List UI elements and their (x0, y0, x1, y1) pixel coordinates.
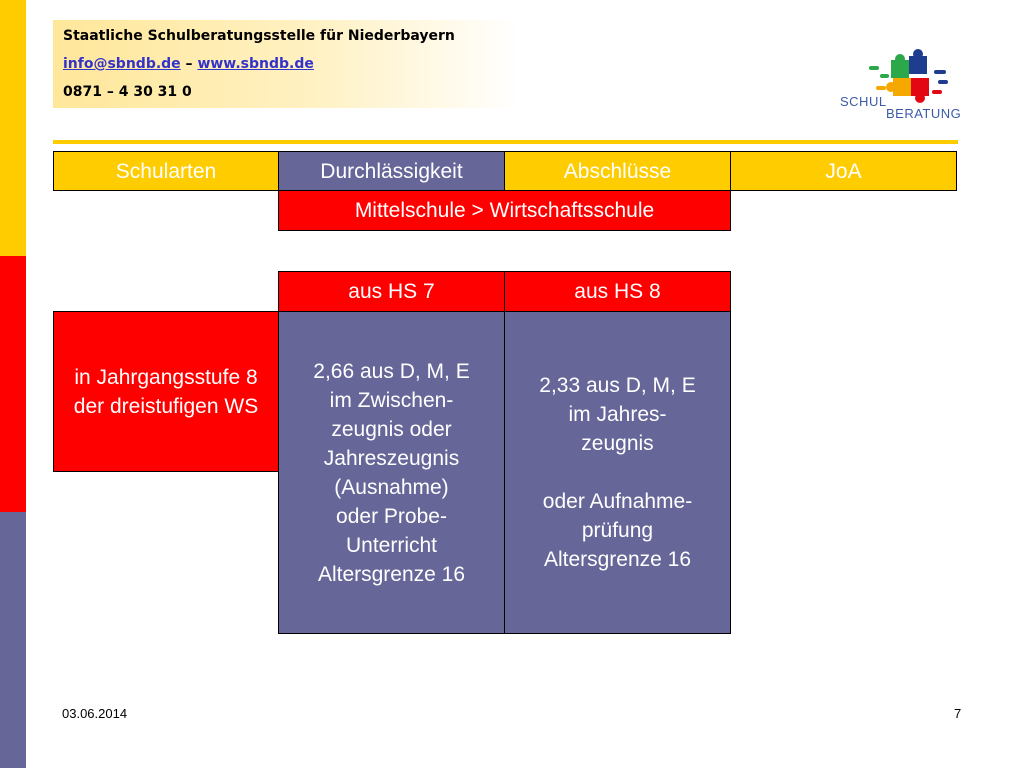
tab-joa[interactable]: JoA (730, 151, 957, 191)
contact-header (53, 20, 521, 108)
page-number: 7 (954, 706, 962, 721)
footer-date: 03.06.2014 (62, 706, 128, 721)
link-separator: – (180, 56, 198, 72)
sidebar-strip-red (0, 256, 26, 512)
header-divider (53, 140, 958, 144)
sidebar-strip-yellow (0, 0, 26, 256)
email-link[interactable]: info@sbndb.de (63, 56, 181, 72)
logo-text-schul: SCHUL (840, 94, 887, 109)
cell-requirements-hs8: 2,33 aus D, M, E im Jahres- zeugnis oder Aufnahme- prüfung Altersgrenze 16 (504, 311, 731, 634)
row-label-jahrgangsstufe: in Jahrgangsstufe 8 der dreistufigen WS (53, 311, 279, 472)
col-header-hs8: aus HS 8 (504, 271, 731, 312)
logo-text-beratung: BERATUNG (886, 106, 962, 121)
cell-requirements-hs7: 2,66 aus D, M, E im Zwischen- zeugnis oder Jahreszeugnis (Ausnahme) oder Probe- Unterricht Altersgrenze 16 (278, 311, 505, 634)
contact-links (63, 56, 314, 72)
col-header-hs7: aus HS 7 (278, 271, 505, 312)
phone-number: 0871 – 4 30 31 0 (63, 84, 192, 100)
tab-schularten[interactable]: Schularten (53, 151, 279, 191)
org-name: Staatliche Schulberatungsstelle für Niederbayern (63, 28, 455, 44)
tab-abschluesse[interactable]: Abschlüsse (504, 151, 731, 191)
schulberatung-logo (836, 48, 966, 124)
path-title: Mittelschule > Wirtschaftsschule (278, 190, 731, 231)
website-link[interactable]: www.sbndb.de (197, 56, 314, 72)
sidebar-strip-purple (0, 512, 26, 768)
tab-durchlaessigkeit[interactable]: Durchlässigkeit (278, 151, 505, 191)
